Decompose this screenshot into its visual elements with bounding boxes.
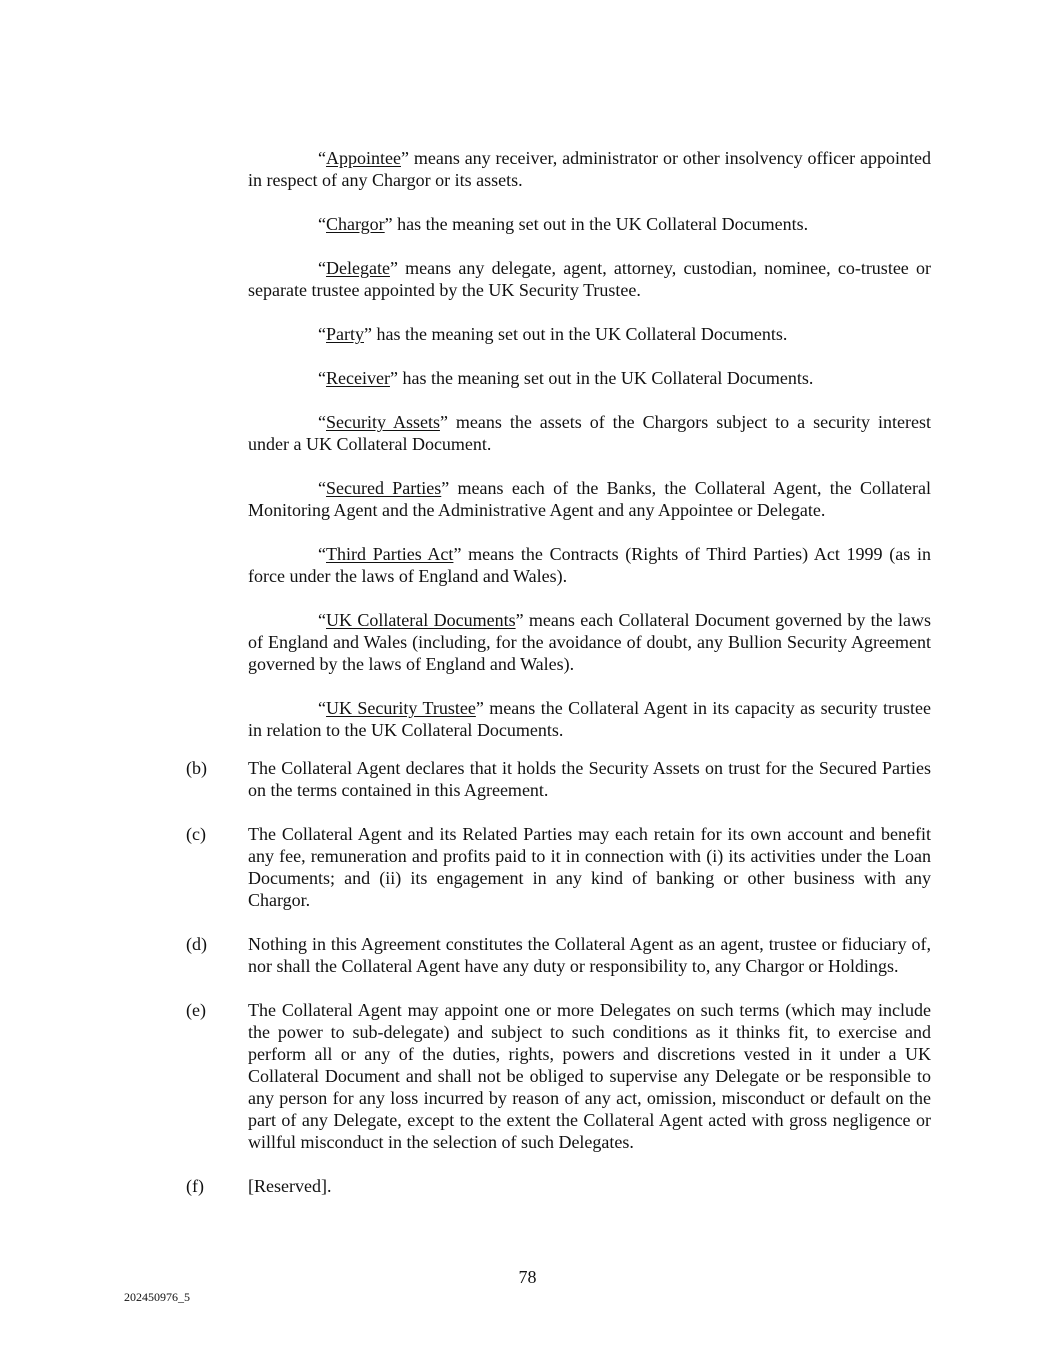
definition-delegate: “Delegate” means any delegate, agent, attorney, custodian, nominee, co-trustee or separate trustee appointed by the UK Security Trustee. — [248, 258, 931, 300]
definition-security-assets: “Security Assets” means the assets of the Chargors subject to a security interest under a UK Collateral Document. — [248, 412, 931, 454]
defined-term: Secured Parties — [326, 478, 442, 498]
page-number: 78 — [518, 1267, 537, 1287]
defined-term: UK Security Trustee — [326, 698, 476, 718]
definition-uk-collateral-documents: “UK Collateral Documents” means each Collateral Document governed by the laws of England and Wales (including, for the avoidance of doubt, any Bullion Security Agreement governed by the laws of England and Wales). — [248, 610, 931, 674]
document-id: 202450976_5 — [124, 1290, 190, 1304]
clause-label: (c) — [186, 824, 206, 844]
definition-third-parties-act: “Third Parties Act” means the Contracts (Rights of Third Parties) Act 1999 (as in force under the laws of England and Wales). — [248, 544, 931, 586]
clause-label: (f) — [186, 1176, 204, 1196]
definition-text: has the meaning set out in the UK Collateral Documents. — [392, 214, 809, 234]
clause-text: The Collateral Agent and its Related Parties may each retain for its own account and benefit any fee, remuneration and profits paid to it in connection with (i) its activities under the Loan Documents; and (ii) its engagement in any kind of banking or other business with any Chargor. — [248, 824, 931, 910]
definition-appointee: “Appointee” means any receiver, administrator or other insolvency officer appointed in respect of any Chargor or its assets. — [248, 148, 931, 190]
definition-text: means the Contracts (Rights of Third Parties) Act 1999 (as in force under the laws of England and Wales). — [248, 544, 931, 586]
definition-text: means any delegate, agent, attorney, custodian, nominee, co-trustee or separate trustee appointed by the UK Security Trustee. — [248, 258, 931, 300]
defined-term: UK Collateral Documents — [326, 610, 516, 630]
clause-text: [Reserved]. — [248, 1176, 332, 1196]
clause-f — [186, 1175, 931, 1197]
defined-term: Chargor — [326, 214, 385, 234]
clauses-list — [186, 757, 931, 1219]
clause-text: The Collateral Agent declares that it holds the Security Assets on trust for the Secured Parties on the terms contained in this Agreement. — [248, 758, 931, 800]
definition-text: means each of the Banks, the Collateral Agent, the Collateral Monitoring Agent and the Administrative Agent and any Appointee or Delegate. — [248, 478, 932, 520]
clause-e — [186, 999, 931, 1153]
clause-d — [186, 933, 931, 977]
definition-text: has the meaning set out in the UK Collateral Documents. — [372, 324, 788, 344]
definitions-list — [248, 147, 931, 763]
definition-party: “Party” has the meaning set out in the UK Collateral Documents. — [318, 324, 788, 344]
clause-c — [186, 823, 931, 911]
definition-chargor: “Chargor” has the meaning set out in the UK Collateral Documents. — [318, 214, 809, 234]
clause-label: (e) — [186, 1000, 206, 1020]
clause-text: Nothing in this Agreement constitutes the Collateral Agent as an agent, trustee or fiduciary of, nor shall the Collateral Agent have any duty or responsibility to, any Chargor or Holdings. — [248, 934, 931, 976]
defined-term: Delegate — [326, 258, 390, 278]
clause-label: (d) — [186, 934, 207, 954]
definition-text: means the Collateral Agent in its capacity as security trustee in relation to the UK Collateral Documents. — [248, 698, 931, 740]
clause-label: (b) — [186, 758, 207, 778]
definition-uk-security-trustee: “UK Security Trustee” means the Collateral Agent in its capacity as security trustee in relation to the UK Collateral Documents. — [248, 698, 931, 740]
defined-term: Party — [326, 324, 364, 344]
clause-text: The Collateral Agent may appoint one or more Delegates on such terms (which may include the power to sub-delegate) and subject to such conditions as it thinks fit, to exercise and perform all or any of the duties, rights, powers and discretions vested in it under a UK Collateral Document and shall not be obliged to supervise any Delegate or be responsible to any person for any loss incurred by reason of any act, omission, misconduct or default on the part of any Delegate, except to the extent the Collateral Agent acted with gross negligence or willful misconduct in the selection of such Delegates. — [248, 1000, 931, 1152]
definition-text: means the assets of the Chargors subject to a security interest under a UK Collateral Document. — [248, 412, 931, 454]
defined-term: Security Assets — [326, 412, 440, 432]
definition-receiver: “Receiver” has the meaning set out in the UK Collateral Documents. — [318, 368, 814, 388]
clause-b — [186, 757, 931, 801]
definition-text: means any receiver, administrator or other insolvency officer appointed in respect of any Chargor or its assets. — [248, 148, 931, 190]
definition-text: means each Collateral Document governed by the laws of England and Wales (including, for the avoidance of doubt, any Bullion Security Agreement governed by the laws of England and Wales). — [248, 610, 931, 674]
defined-term: Receiver — [326, 368, 390, 388]
defined-term: Appointee — [326, 148, 401, 168]
definition-secured-parties: “Secured Parties” means each of the Banks, the Collateral Agent, the Collateral Monitoring Agent and the Administrative Agent and any Appointee or Delegate. — [248, 478, 932, 520]
definition-text: has the meaning set out in the UK Collateral Documents. — [397, 368, 814, 388]
defined-term: Third Parties Act — [326, 544, 454, 564]
